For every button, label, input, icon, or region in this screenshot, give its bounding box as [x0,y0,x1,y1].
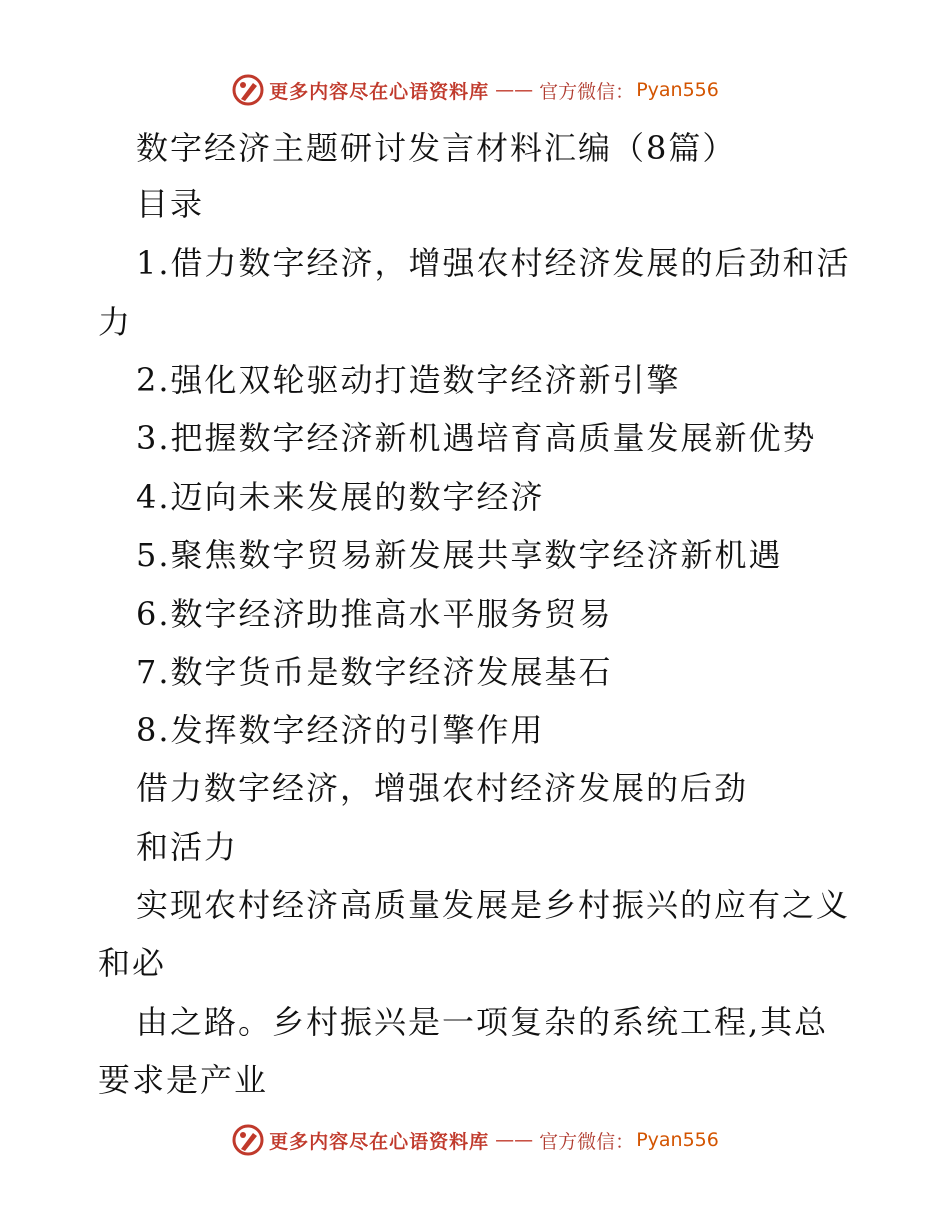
banner-brand: 更多内容尽在心语资料库 [269,80,490,103]
banner-wechat-id: Pyan556 [636,1129,719,1151]
pen-logo-icon [231,73,265,107]
footer-banner [0,1120,950,1160]
toc-item: 3.把握数字经济新机遇培育高质量发展新优势 [136,419,817,457]
toc-item: 6.数字经济助推高水平服务贸易 [136,595,613,633]
banner-separator: —— [495,1129,534,1151]
paragraph-line: 实现农村经济高质量发展是乡村振兴的应有之义 [136,886,851,924]
toc-item: 8.发挥数字经济的引擎作用 [136,711,545,749]
paragraph-line: 由之路。乡村振兴是一项复杂的系统工程,其总 [136,1003,829,1041]
header-banner [0,70,950,110]
banner-separator: —— [495,79,534,101]
toc-item: 1.借力数字经济，增强农村经济发展的后劲和活 [136,244,851,282]
toc-item: 2.强化双轮驱动打造数字经济新引擎 [136,361,681,399]
banner-brand: 更多内容尽在心语资料库 [269,1130,490,1153]
document-title: 数字经济主题研讨发言材料汇编（8篇） [136,129,737,167]
toc-item: 7.数字货币是数字经济发展基石 [136,653,613,691]
paragraph-line: 要求是产业 [98,1061,269,1099]
pen-logo-icon [231,1123,265,1157]
section-title: 借力数字经济，增强农村经济发展的后劲 [136,769,749,807]
toc-heading: 目录 [136,185,205,223]
paragraph-line: 和必 [98,944,167,982]
toc-item-continuation: 力 [98,303,133,341]
banner-wechat-label: 官方微信： [539,80,635,103]
toc-item: 4.迈向未来发展的数字经济 [136,478,545,516]
banner-wechat-id: Pyan556 [636,79,719,101]
banner-wechat-label: 官方微信： [539,1130,635,1153]
toc-item: 5.聚焦数字贸易新发展共享数字经济新机遇 [136,536,783,574]
section-title-continuation: 和活力 [136,828,239,866]
